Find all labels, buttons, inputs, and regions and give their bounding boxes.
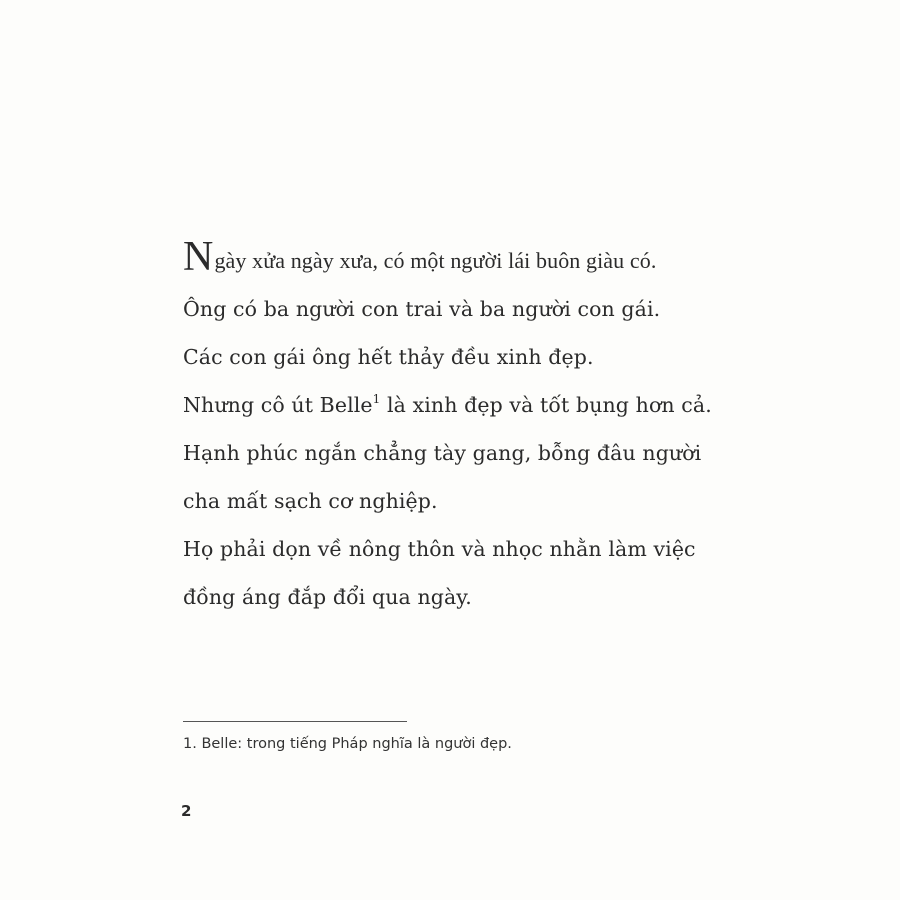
story-line-2: Ông có ba người con trai và ba người con gái. bbox=[183, 297, 661, 321]
story-line-4-end: là xinh đẹp và tốt bụng hơn cả. bbox=[380, 393, 712, 417]
story-line-7: Họ phải dọn về nông thôn và nhọc nhằn làm việc bbox=[183, 537, 696, 561]
story-line-4-start: Nhưng cô út Belle bbox=[183, 393, 373, 417]
story-text bbox=[183, 236, 823, 621]
story-line-6: cha mất sạch cơ nghiệp. bbox=[183, 489, 438, 513]
story-line-5: Hạnh phúc ngắn chẳng tày gang, bỗng đâu người bbox=[183, 441, 702, 465]
story-line-3: Các con gái ông hết thảy đều xinh đẹp. bbox=[183, 345, 594, 369]
footnote-divider bbox=[183, 721, 407, 722]
story-line-4 bbox=[183, 381, 823, 429]
footnote-marker: 1 bbox=[372, 392, 381, 406]
footnote-text: 1. Belle: trong tiếng Pháp nghĩa là người đẹp. bbox=[183, 736, 512, 752]
first-line-text: gày xửa ngày xưa, có một người lái buôn giàu có. bbox=[214, 248, 657, 273]
story-line-8: đồng áng đắp đổi qua ngày. bbox=[183, 585, 472, 609]
story-line-1 bbox=[183, 236, 823, 285]
page-number: 2 bbox=[181, 802, 192, 820]
drop-cap: N bbox=[183, 234, 214, 280]
